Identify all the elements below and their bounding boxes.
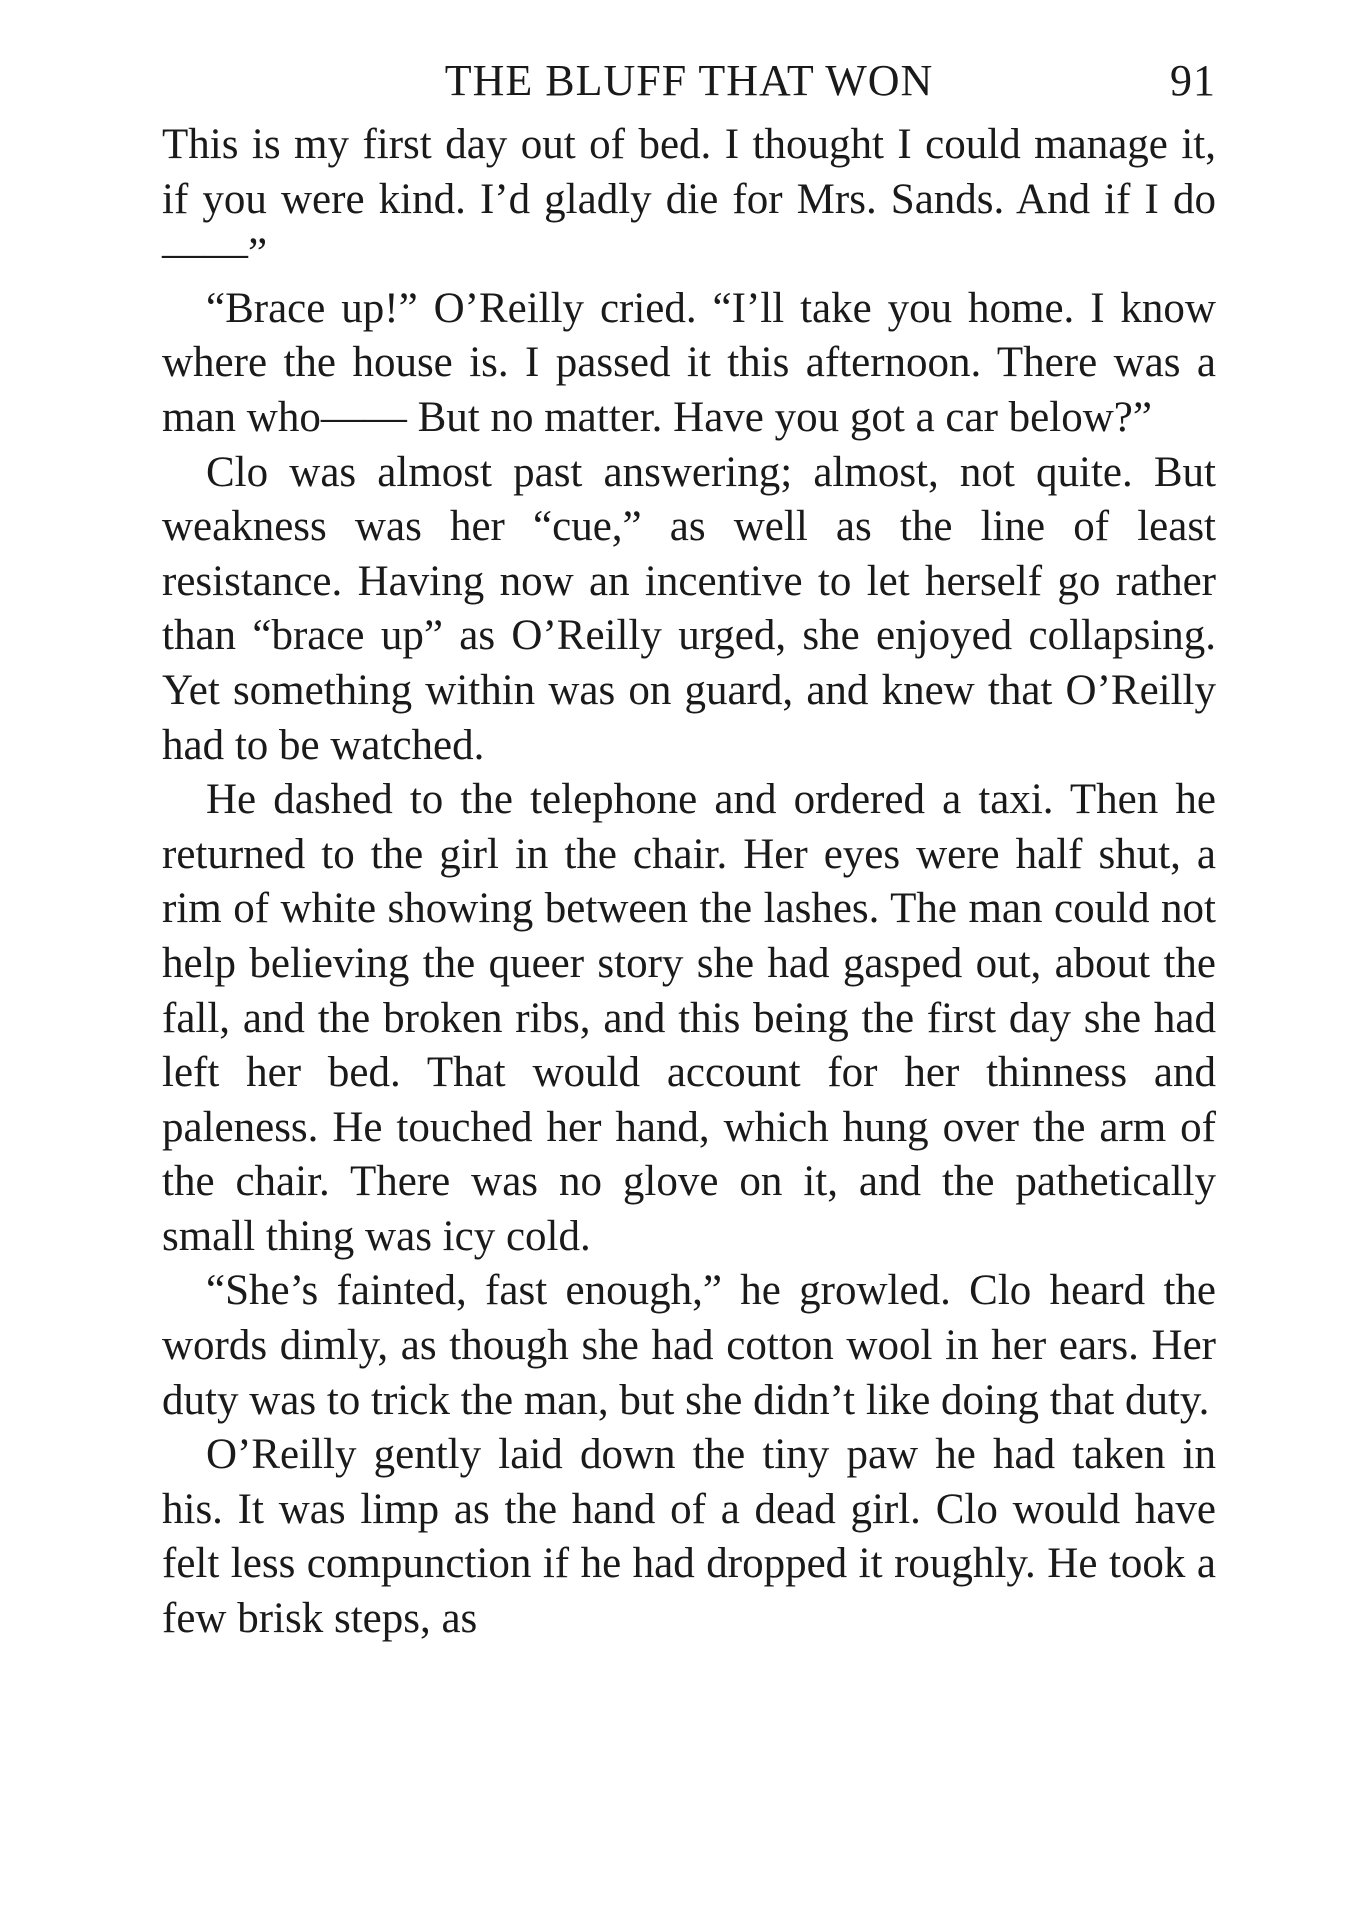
page-number: 91 — [1170, 56, 1216, 105]
paragraph: “She’s fainted, fast enough,” he growled. Clo heard the words dimly, as though she had cotton wool in her ears. Her duty was to trick the man, but she didn’t like doing that duty. — [162, 1267, 1216, 1424]
running-head — [162, 50, 1216, 112]
running-title: THE BLUFF THAT WON — [444, 56, 934, 105]
paragraph: Clo was almost past answering; almost, not quite. But weakness was her “cue,” as well as the line of least resistance. Having now an incentive to let herself go rather than “brace up” as O’Reilly urged, she enjoyed collapsing. Yet something within was on guard, and knew that O’Reilly had to be watched. — [162, 448, 1216, 769]
paragraph: O’Reilly gently laid down the tiny paw he had taken in his. It was limp as the hand of a dead girl. Clo would have felt less compunction if he had dropped it roughly. He took a few brisk steps, as — [162, 1431, 1216, 1643]
paragraph: This is my first day out of bed. I thought I could manage it, if you were kind. I’d gladly die for Mrs. Sands. And if I do——” — [162, 121, 1216, 278]
paragraph: He dashed to the telephone and ordered a taxi. Then he returned to the girl in the chair. Her eyes were half shut, a rim of white showing between the lashes. The man could not help believing the queer story she had gasped out, about the fall, and the broken ribs, and this being the first day she had left her bed. That would account for her thinness and paleness. He touched her hand, which hung over the arm of the chair. There was no glove on it, and the pathetically small thing was icy cold. — [162, 776, 1216, 1260]
body-text — [162, 118, 1216, 1647]
paragraph: “Brace up!” O’Reilly cried. “I’ll take you home. I know where the house is. I passed it this afternoon. There was a man who—— But no matter. Have you got a car below?” — [162, 284, 1216, 441]
book-page — [162, 50, 1216, 1880]
